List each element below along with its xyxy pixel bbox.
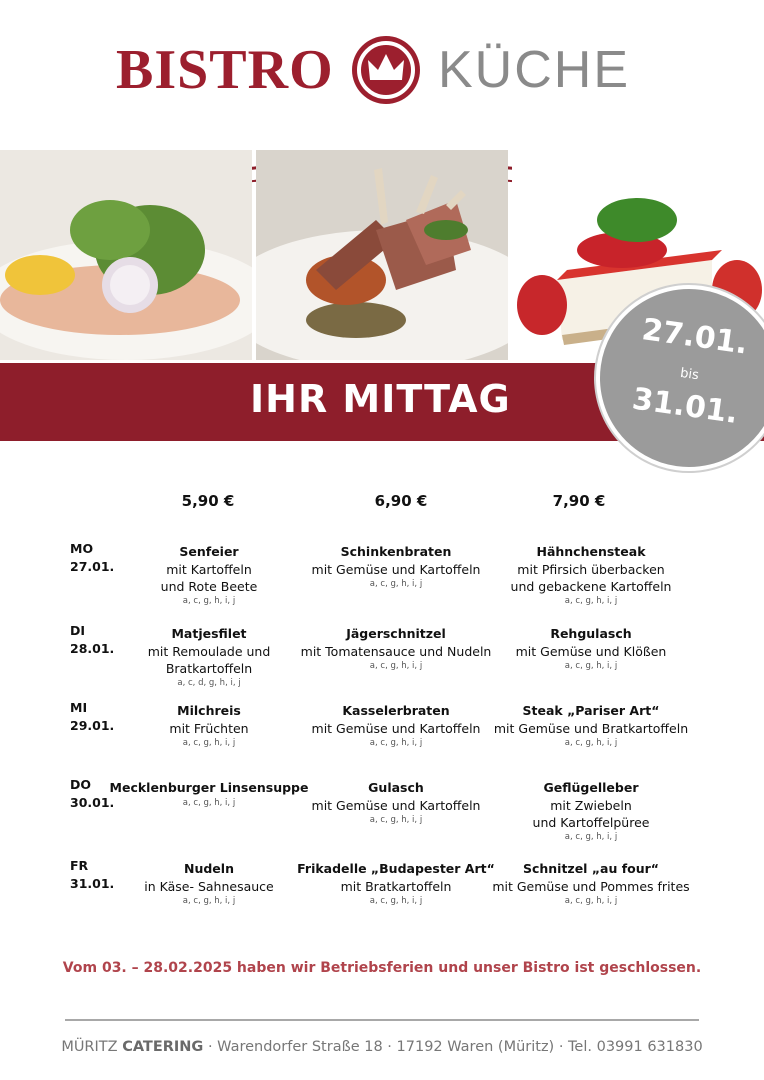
footer-brand-bold: CATERING [122, 1039, 204, 1055]
dish-allergens: a, c, g, h, i, j [564, 738, 618, 748]
dish-description: mit Gemüse und Kartoffeln [311, 562, 481, 577]
price-column-3: 7,90 € [552, 492, 606, 510]
price-column-1: 5,90 € [181, 492, 235, 510]
dish-name: Steak „Pariser Art“ [522, 703, 660, 718]
dish-card [291, 543, 501, 591]
day-name: DO [70, 777, 92, 792]
dish-allergens: a, c, g, h, i, j [564, 896, 618, 906]
dish-name: Schinkenbraten [340, 544, 452, 559]
footer-brand-light: MÜRITZ [61, 1039, 118, 1055]
dish-allergens: a, c, g, h, i, j [564, 596, 618, 606]
dish-allergens: a, c, g, h, i, j [369, 815, 423, 825]
photo-lamb-rack [256, 150, 508, 360]
dish-description: in Käse- Sahnesauce [144, 879, 274, 894]
crown-icon [348, 32, 424, 108]
dish-description: mit Gemüse und Kartoffeln [311, 721, 481, 736]
dish-description: mit Remoulade und Bratkartoffeln [147, 644, 271, 676]
dish-card [291, 779, 501, 827]
dish-description: mit Gemüse und Klößen [515, 644, 667, 659]
day-name: MO [70, 541, 94, 556]
date-to: 31.01. [629, 381, 741, 431]
dish-card [486, 625, 696, 673]
dish-description: mit Gemüse und Pommes frites [492, 879, 690, 894]
dish-allergens: a, c, g, h, i, j [369, 738, 423, 748]
day-name: DI [70, 623, 86, 638]
date-from: 27.01. [639, 312, 750, 362]
dish-description: mit Gemüse und Bratkartoffeln [493, 721, 689, 736]
dish-card [104, 702, 314, 750]
footer-contact: · Warendorfer Straße 18 · 17192 Waren (Müritz) · Tel. 03991 631830 [207, 1039, 703, 1055]
dish-card [104, 543, 314, 608]
dish-name: Senfeier [179, 544, 239, 559]
dish-name: Mecklenburger Linsensuppe [109, 780, 309, 795]
dish-card [291, 625, 501, 673]
dish-card [486, 702, 696, 750]
dish-name: Gulasch [368, 780, 424, 795]
dish-name: Matjesfilet [171, 626, 247, 641]
dish-name: Kasselerbraten [342, 703, 450, 718]
dish-description: mit Bratkartoffeln [340, 879, 452, 894]
logo-text-bistro: BISTRO [116, 39, 334, 101]
dish-card [486, 860, 696, 908]
dish-name: Frikadelle „Budapester Art“ [297, 861, 495, 876]
dish-name: Nudeln [184, 861, 234, 876]
dish-name: Jägerschnitzel [346, 626, 446, 641]
dish-description: mit Tomatensauce und Nudeln [300, 644, 492, 659]
day-date: 31.01. [70, 876, 115, 891]
dish-allergens: a, c, g, h, i, j [564, 832, 618, 842]
footer-address [0, 1039, 764, 1055]
day-date: 29.01. [70, 718, 115, 733]
dish-allergens: a, c, g, h, i, j [182, 738, 236, 748]
logo [0, 30, 764, 110]
dish-description: mit Zwiebeln und Kartoffelpüree [532, 798, 650, 830]
dish-allergens: a, c, g, h, i, j [369, 579, 423, 589]
dish-description: mit Früchten [169, 721, 249, 736]
dish-card [486, 779, 696, 844]
dish-allergens: a, c, g, h, i, j [182, 596, 236, 606]
dish-card [104, 625, 314, 690]
dish-name: Geflügelleber [543, 780, 639, 795]
logo-text-kueche: KÜCHE [438, 41, 631, 99]
dish-description: mit Gemüse und Kartoffeln [311, 798, 481, 813]
day-date: 28.01. [70, 641, 115, 656]
day-name: MI [70, 700, 88, 715]
banner-title: IHR MITTAG [250, 377, 511, 421]
dish-card [104, 779, 314, 810]
dish-name: Rehgulasch [550, 626, 632, 641]
dish-card [291, 702, 501, 750]
date-bis: bis [679, 365, 700, 384]
footer-divider [65, 1019, 699, 1021]
dish-card [486, 543, 696, 608]
dish-description: mit Pfirsich überbacken und gebackene Kartoffeln [510, 562, 672, 594]
dish-allergens: a, c, g, h, i, j [182, 896, 236, 906]
dish-name: Schnitzel „au four“ [522, 861, 660, 876]
dish-name: Hähnchensteak [536, 544, 646, 559]
price-column-2: 6,90 € [374, 492, 428, 510]
dish-card [104, 860, 314, 908]
dish-allergens: a, c, g, h, i, j [564, 661, 618, 671]
holiday-notice: Vom 03. – 28.02.2025 haben wir Betriebsferien und unser Bistro ist geschlossen. [62, 960, 702, 976]
dish-allergens: a, c, g, h, i, j [369, 661, 423, 671]
day-date: 27.01. [70, 559, 115, 574]
dish-description: mit Kartoffeln und Rote Beete [160, 562, 258, 594]
dish-allergens: a, c, d, g, h, i, j [177, 678, 241, 688]
day-date: 30.01. [70, 795, 115, 810]
photo-carpaccio [0, 150, 252, 360]
dish-allergens: a, c, g, h, i, j [369, 896, 423, 906]
day-name: FR [70, 858, 89, 873]
dish-name: Milchreis [177, 703, 241, 718]
price-header [0, 492, 764, 516]
dish-card [291, 860, 501, 908]
dish-allergens: a, c, g, h, i, j [182, 798, 236, 808]
